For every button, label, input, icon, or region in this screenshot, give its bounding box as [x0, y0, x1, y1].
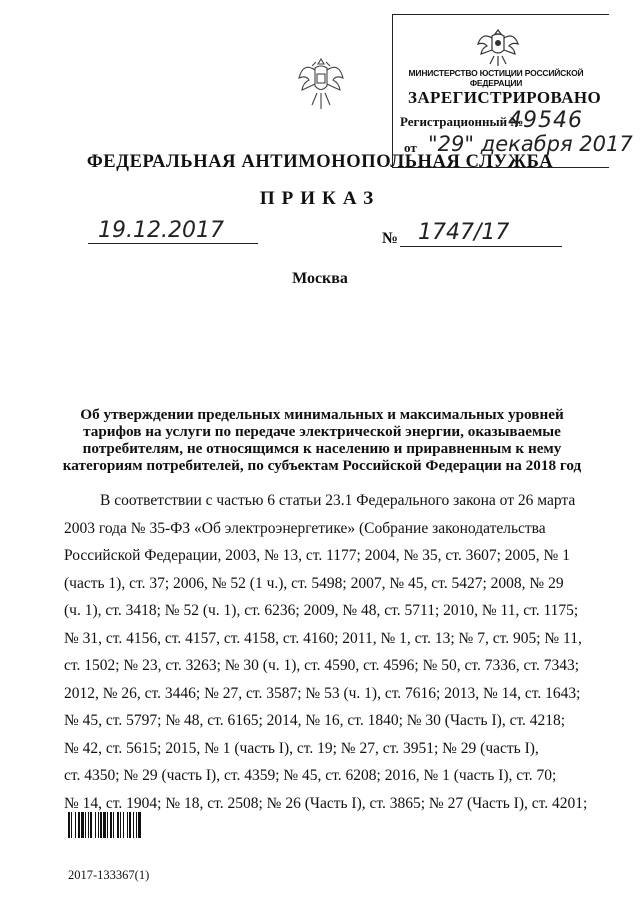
agency-name: ФЕДЕРАЛЬНАЯ АНТИМОНОПОЛЬНАЯ СЛУЖБА — [86, 152, 554, 172]
stamp-registered-label: ЗАРЕГИСТРИРОВАНО — [408, 88, 602, 107]
body-line: В соответствии с частью 6 статьи 23.1 Федерального закона от 26 марта — [100, 492, 576, 509]
body-line: 2012, № 26, ст. 3446; № 27, ст. 3587; № 53 (ч. 1), ст. 7616; 2013, № 14, ст. 1643; — [64, 684, 581, 702]
body-line: Российской Федерации, 2003, № 13, ст. 1177; 2004, № 35, ст. 3607; 2005, № 1 — [64, 547, 570, 564]
body-line: № 45, ст. 5797; № 48, ст. 6165; 2014, № 16, ст. 1840; № 30 (Часть I), ст. 4218; — [64, 712, 566, 729]
body-line: № 42, ст. 5615; 2015, № 1 (часть I), ст. 19; № 27, ст. 3951; № 29 (часть I), — [64, 739, 539, 757]
body-line: № 31, ст. 4156, ст. 4157, ст. 4158, ст. 4160; 2011, № 1, ст. 13; № 7, ст. 905; № 11, — [64, 629, 582, 647]
body-line: № 14, ст. 1904; № 18, ст. 2508; № 26 (Часть I), ст. 3865; № 27 (Часть I), ст. 4201; — [64, 794, 588, 812]
heading-line: потребителям, не относящимся к населению и приравненным к нему — [82, 440, 562, 457]
heading-line: Об утверждении предельных минимальных и максимальных уровней — [80, 406, 564, 423]
date-underline — [88, 243, 258, 244]
stamp-registration-label: Регистрационный № — [400, 114, 524, 129]
body-line: (ч. 1), ст. 3418; № 52 (ч. 1), ст. 6236; 2009, № 48, ст. 5711; 2010, № 11, ст. 1175; — [64, 602, 579, 619]
order-heading — [60, 406, 584, 474]
body-line: (часть 1), ст. 37; 2006, № 52 (1 ч.), ст. 5498; 2007, № 45, ст. 5427; 2008, № 29 — [64, 574, 564, 592]
stamp-registration-date: "29" декабря 2017 — [428, 132, 633, 156]
body-line: ст. 4350; № 29 (часть I), ст. 4359; № 45, ст. 6208; 2016, № 1 (часть I), ст. 70; — [64, 767, 557, 784]
number-underline — [400, 246, 562, 247]
stamp-from-label: от — [404, 140, 417, 155]
handwritten-order-number: 1747/17 — [418, 220, 510, 245]
coat-of-arms-icon — [296, 56, 346, 114]
city-name: Москва — [292, 270, 348, 287]
document-id: 2017-133367(1) — [68, 868, 150, 882]
heading-line: тарифов на услуги по передаче электрической энергии, оказываемые — [83, 423, 561, 440]
stamp-ministry-name: МИНИСТЕРСТВО ЮСТИЦИИ РОССИЙСКОЙ ФЕДЕРАЦИИ — [408, 68, 584, 88]
body-paragraph — [64, 487, 588, 817]
order-number-label: № — [382, 230, 399, 247]
handwritten-order-date: 19.12.2017 — [98, 218, 224, 243]
barcode-icon — [68, 812, 174, 838]
heading-line: категориям потребителей, по субъектам Российской Федерации на 2018 год — [62, 457, 582, 474]
body-line: ст. 1502; № 23, ст. 3263; № 30 (ч. 1), ст. 4590, ст. 4596; № 50, ст. 7336, ст. 7343; — [64, 657, 580, 674]
stamp-registration-number: 49546 — [508, 108, 583, 133]
body-line: 2003 года № 35-ФЗ «Об электроэнергетике» (Собрание законодательства — [64, 519, 546, 537]
document-type-title: ПРИКАЗ — [259, 188, 381, 209]
eagle-emblem-icon — [474, 26, 522, 68]
